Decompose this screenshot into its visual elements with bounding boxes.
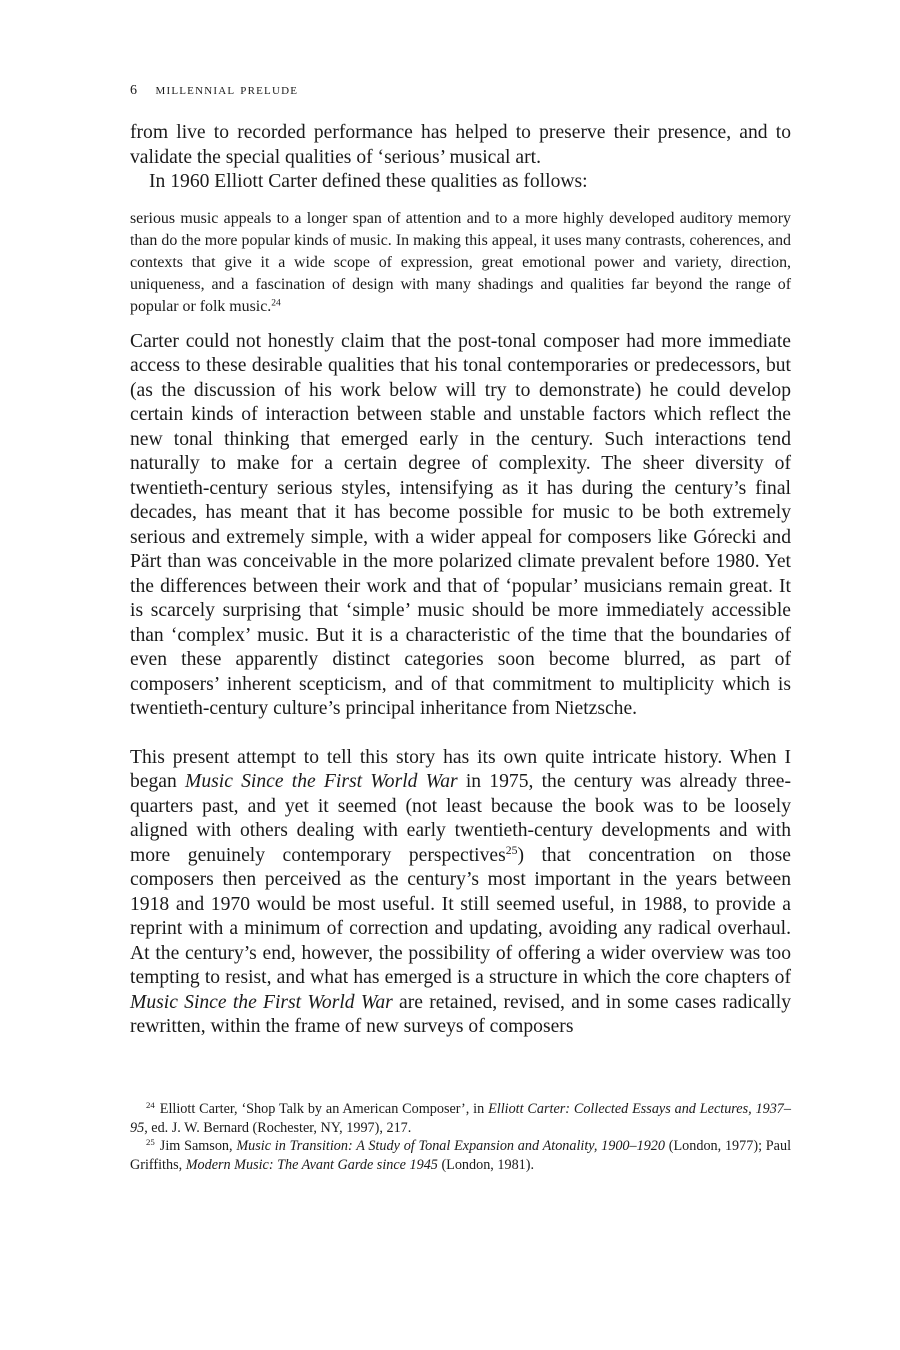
footnote-title: Elliott Carter: Collected Essays and Lectures, 1937–95 [130,1101,791,1136]
footnote-text: , ed. J. W. Bernard (Rochester, NY, 1997), 217. [144,1119,412,1136]
footnote-ref-24[interactable]: 24 [271,296,281,308]
body-text [130,121,791,1040]
paragraph-2: In 1960 Elliott Carter defined these qualities as follows: [149,171,588,192]
block-quote-text: serious music appeals to a longer span of attention and to a more highly developed auditory memory than do the more popular kinds of music. In making this appeal, it uses many contrasts, coherences, and contexts that give it a wide scope of expression, great emotional power and variety, direction, uniqueness, and a fascination of design with many shadings and qualities far beyond the range of popular or folk music. [130,209,791,315]
paragraph-4 [130,746,791,1040]
paragraph-4-text-b: in 1975, the century was already three-quarters past, and yet it seemed (not least because the book was to be loosely aligned with others dealing with early twentieth-century developments and with more genuinely contemporary perspectives [130,771,792,866]
footnote-25 [130,1137,791,1174]
footnote-text: (London, 1977); Paul Griffiths, [130,1138,792,1173]
footnote-text: Jim Samson, [159,1138,237,1154]
running-head-title: millennial prelude [155,82,299,98]
book-title: Music Since the First World War [185,771,458,792]
paragraph-4-text-c: ) that concentration on those composers then perceived as the century’s most important in the years between 1918 and 1970 would be most useful. It still seemed useful, in 1988, to provide a reprint with a minimum of correction and updating, avoiding any radical overhaul. At the century’s end, however, the possibility of offering a wider overview was too tempting to resist, and what has emerged is a structure in which the core chapters of [130,844,791,988]
page-number: 6 [130,83,138,98]
section-break [130,722,791,746]
footnote-ref-25[interactable]: 25 [505,843,518,857]
book-title: Music Since the First World War [130,991,393,1013]
footnote-number: 25 [146,1136,155,1147]
footnotes [130,1100,791,1174]
footnote-text: (London, 1981). [437,1156,535,1173]
block-quote [130,208,791,318]
footnote-text: Elliott Carter, ‘Shop Talk by an American Composer’, in [159,1101,489,1117]
paragraph-4-text-d: are retained, revised, and in some cases radically rewritten, within the frame of new surveys of composers [130,991,791,1037]
paragraph-1: from live to recorded performance has helped to preserve their presence, and to validate the special qualities of ‘serious’ musical art. [130,122,791,168]
footnote-24 [130,1100,791,1137]
footnote-title: Music in Transition: A Study of Tonal Expansion and Atonality, 1900–1920 [236,1138,665,1154]
paragraph-4-text-a: This present attempt to tell this story has its own quite intricate history. When I began [130,746,791,792]
paragraph-3: Carter could not honestly claim that the post-tonal composer had more immediate access to these desirable qualities that his tonal contemporaries or predecessors, but (as the discussion of his work below will try to demonstrate) he could develop certain kinds of interaction between stable and unstable factors which reflect the new tonal thinking that emerged early in the century. Such interactions tend naturally to make for a certain degree of complexity. The sheer diversity of twentieth-century serious styles, intensifying as it has during the century’s final decades, has meant that it has become possible for music to be both extremely serious and extremely simple, with a wider appeal for composers like Górecki and Pärt than was conceivable in the more polarized climate prevalent before 1980. Yet the differences between their work and that of ‘popular’ musicians remain great. It is scarcely surprising that ‘simple’ music should be more immediately accessible than ‘complex’ music. But it is a characteristic of the time that the boundaries of even these apparently distinct categories soon become blurred, as part of composers’ inherent scepticism, and of that commitment to multiplicity which is twentieth-century culture’s principal inheritance from Nietzsche. [130,330,791,719]
running-head [130,82,298,99]
footnote-title: Modern Music: The Avant Garde since 1945 [185,1156,438,1173]
footnote-number: 24 [146,1099,155,1110]
